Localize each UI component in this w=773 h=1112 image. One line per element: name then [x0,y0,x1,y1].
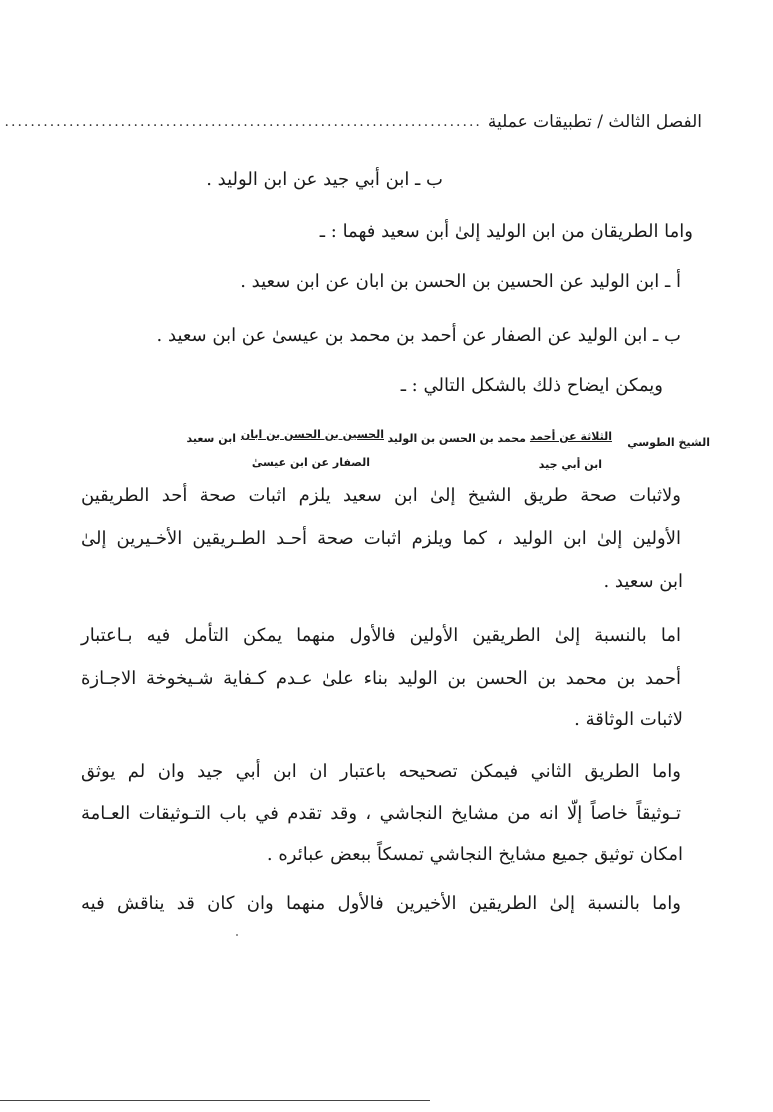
chapter-title: الفصل الثالث / تطبيقات عملية [487,112,702,132]
paragraph-1-line-2: الأولين إلىٰ ابن الوليد ، كما ويلزم اثبات صحة أحـد الطـريقين الأخـيرين إلىٰ [81,528,681,549]
diagram-node-shaykh: الشيخ الطوسي [627,436,710,449]
diagram-node-husayn: الحسين بن الحسن بن ابان [240,428,384,441]
paragraph-1-line-1: ولاثبات صحة طريق الشيخ إلىٰ ابن سعيد يلزم اثبات صحة أحد الطريقين [81,485,681,506]
route-line-a-husayn: أ ـ ابن الوليد عن الحسين بن الحسن بن ابان عن ابن سعيد . [240,271,681,292]
paragraph-3-line-2: تـوثيقاً خاصاً إلّا انه من مشايخ النجاشي ، وقد تقدم في باب التـوثيقات العـامة [81,803,681,824]
diagram-node-saffar: الصفار عن ابن عيسىٰ [251,456,370,469]
running-header [4,108,702,136]
routes-intro: واما الطريقان من ابن الوليد إلىٰ أبن سعيد فهما : ـ [319,221,693,242]
paragraph-4-line-1: واما بالنسبة إلىٰ الطريقين الأخيرين فالأول منهما وان كان قد يناقش فيه [81,893,681,914]
diagram-node-ibn-said: ابن سعيد [186,432,236,445]
route-line-b-saffar: ب ـ ابن الوليد عن الصفار عن أحمد بن محمد بن عيسىٰ عن ابن سعيد . [156,325,681,346]
leader-dots: .......................................................................... [4,114,482,130]
paragraph-2-line-1: اما بالنسبة إلىٰ الطريقين الأولين فالأول منهما يمكن التأمل فيه بـاعتبار [81,625,681,646]
footer-rule [0,1100,430,1101]
diagram-node-ibn-al-walid: محمد بن الحسن بن الوليد [387,432,526,445]
paragraph-1-line-3: ابن سعيد . [603,571,683,592]
illustration-intro: ويمكن ايضاح ذلك بالشكل التالي : ـ [400,375,663,396]
paragraph-2-line-2: أحمد بن محمد بن الحسن بن الوليد بناء علىٰ عـدم كـفاية شـيخوخة الاجـازة [81,668,681,689]
diagram-node-three-from-ahmad: الثلاثة عن أحمد [529,430,612,443]
diagram-node-ibn-abi-jid: ابن أبي جيد [538,458,602,471]
paragraph-3-line-1: واما الطريق الثاني فيمكن تصحيحه باعتبار ان ابن أبي جيد وان لم يوثق [81,761,681,782]
scan-speck [236,934,238,936]
paragraph-2-line-3: لاثبات الوثاقة . [574,709,683,730]
paragraph-3-line-3: امكان توثيق جميع مشايخ النجاشي تمسكاً ببعض عبائره . [266,844,683,865]
route-line-b-ibn-abi-jid: ب ـ ابن أبي جيد عن ابن الوليد . [206,169,443,190]
chain-diagram [110,422,710,478]
